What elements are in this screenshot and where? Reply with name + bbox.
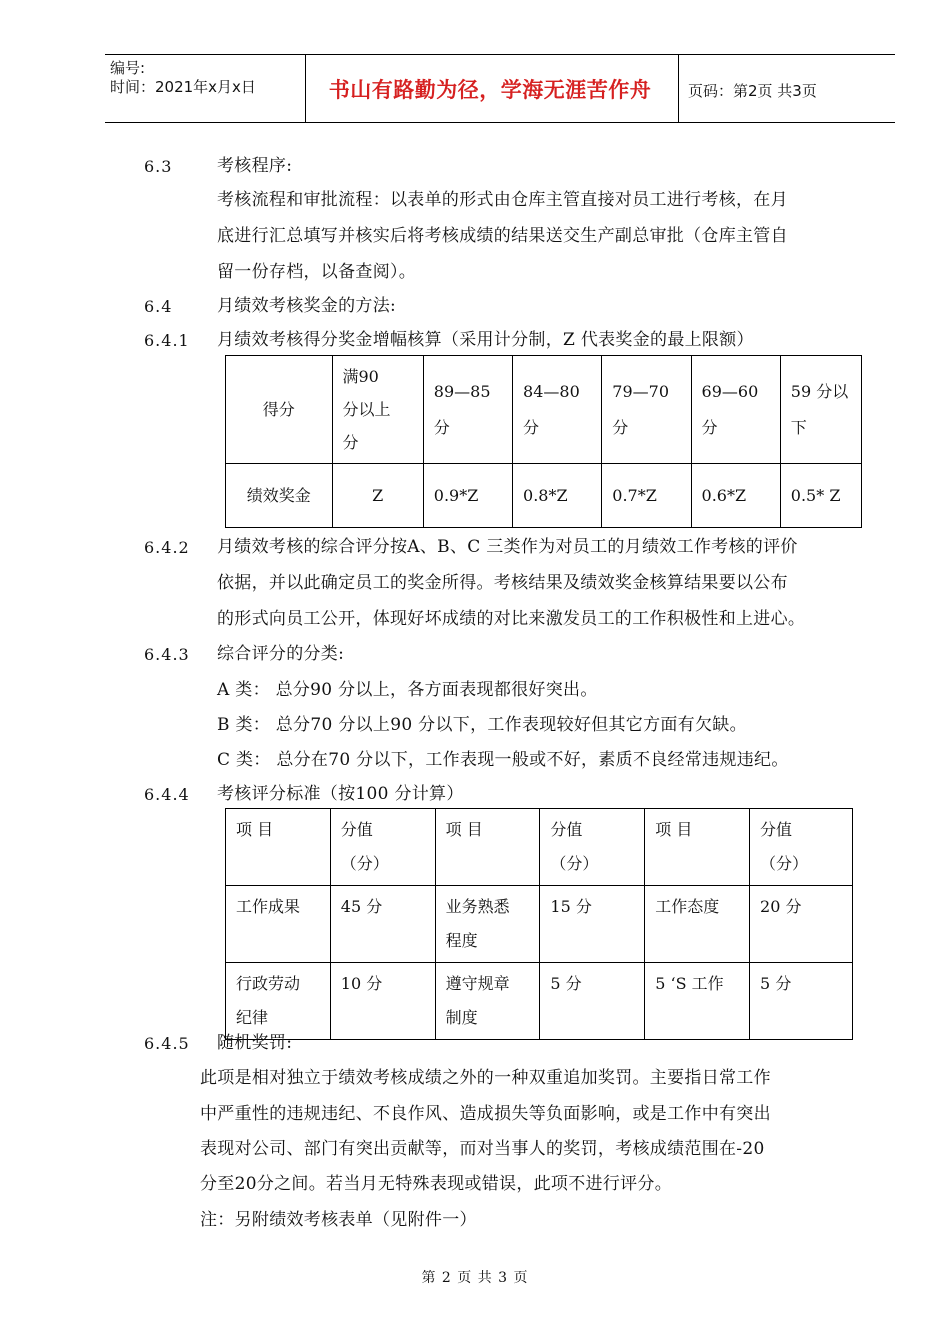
note-line: 注：另附绩效考核表单（见附件一） bbox=[200, 1210, 477, 1230]
section-number: 6.4.4 bbox=[144, 785, 190, 804]
paragraph-line: 底进行汇总填写并核实后将考核成绩的结果送交生产副总审批（仓库主管自 bbox=[217, 226, 788, 246]
paragraph-line: 分至20分之间。若当月无特殊表现或错误，此项不进行评分。 bbox=[200, 1174, 673, 1194]
table-row bbox=[226, 809, 853, 886]
paragraph-line: 中严重性的违规违纪、不良作风、造成损失等负面影响，或是工作中有突出 bbox=[200, 1104, 771, 1124]
category-a: A 类： 总分90 分以上，各方面表现都很好突出。 bbox=[217, 680, 598, 700]
paragraph-line: 月绩效考核的综合评分按A、B、C 三类作为对员工的月绩效工作考核的评价 bbox=[217, 537, 798, 557]
section-title: 考核评分标准（按100 分计算） bbox=[217, 784, 464, 804]
category-b: B 类： 总分70 分以上90 分以下，工作表现较好但其它方面有欠缺。 bbox=[217, 715, 747, 735]
section-number: 6.4.2 bbox=[144, 538, 190, 557]
table-cell: 15 分 bbox=[540, 886, 645, 963]
table-cell: 绩效奖金 bbox=[226, 464, 333, 528]
header-motto: 书山有路勤为径，学海无涯苦作舟 bbox=[328, 78, 652, 102]
table-cell: 遵守规章 制度 bbox=[435, 963, 540, 1040]
paragraph-line: 此项是相对独立于绩效考核成绩之外的一种双重追加奖罚。主要指日常工作 bbox=[200, 1068, 771, 1088]
table-cell: 89—85 分 bbox=[423, 356, 512, 464]
doc-number-label: 编号: bbox=[110, 59, 146, 77]
table-cell: 5 ‘S 工作 bbox=[645, 963, 750, 1040]
header-bottom-rule bbox=[105, 122, 895, 123]
section-title: 综合评分的分类: bbox=[217, 644, 345, 664]
table-cell: 工作成果 bbox=[226, 886, 331, 963]
paragraph-line: 的形式向员工公开，体现好坏成绩的对比来激发员工的工作积极性和上进心。 bbox=[217, 609, 806, 629]
table-cell: 行政劳动 纪律 bbox=[226, 963, 331, 1040]
section-title: 月绩效考核得分奖金增幅核算（采用计分制，Z 代表奖金的最上限额） bbox=[217, 330, 754, 350]
table-cell: 45 分 bbox=[330, 886, 435, 963]
table-row bbox=[226, 886, 853, 963]
table-cell: 工作态度 bbox=[645, 886, 750, 963]
score-table bbox=[225, 808, 853, 1040]
paragraph-line: 考核流程和审批流程：以表单的形式由仓库主管直接对员工进行考核，在月 bbox=[217, 190, 788, 210]
table-cell: 分值 （分） bbox=[330, 809, 435, 886]
table-cell: 69—60 分 bbox=[691, 356, 780, 464]
table-cell: 分值 （分） bbox=[750, 809, 853, 886]
section-title: 随机奖罚: bbox=[217, 1033, 293, 1053]
table-cell: 79—70 分 bbox=[602, 356, 691, 464]
section-number: 6.3 bbox=[144, 157, 173, 176]
section-title: 考核程序: bbox=[217, 156, 293, 176]
section-number: 6.4.3 bbox=[144, 645, 190, 664]
table-cell: 5 分 bbox=[540, 963, 645, 1040]
paragraph-line: 表现对公司、部门有突出贡献等，而对当事人的奖罚，考核成绩范围在-20 bbox=[200, 1139, 765, 1159]
table-cell: 得分 bbox=[226, 356, 333, 464]
table-cell: 分值 （分） bbox=[540, 809, 645, 886]
page-number-label: 页码：第2页 共3页 bbox=[688, 82, 817, 100]
table-cell: 项 目 bbox=[435, 809, 540, 886]
time-label: 时间：2021年x月x日 bbox=[110, 78, 256, 96]
table-cell: 0.8*Z bbox=[513, 464, 602, 528]
table-cell: 20 分 bbox=[750, 886, 853, 963]
table-cell: Z bbox=[332, 464, 423, 528]
table-cell: 0.9*Z bbox=[423, 464, 512, 528]
page-footer: 第 2 页 共 3 页 bbox=[421, 1270, 529, 1286]
bonus-table bbox=[225, 355, 862, 528]
table-cell: 5 分 bbox=[750, 963, 853, 1040]
table-row bbox=[226, 464, 862, 528]
section-number: 6.4 bbox=[144, 297, 173, 316]
table-cell: 项 目 bbox=[645, 809, 750, 886]
section-number: 6.4.1 bbox=[144, 331, 190, 350]
table-cell: 0.6*Z bbox=[691, 464, 780, 528]
table-cell: 84—80 分 bbox=[513, 356, 602, 464]
paragraph-line: 留一份存档，以备查阅）。 bbox=[217, 262, 417, 282]
table-cell: 业务熟悉 程度 bbox=[435, 886, 540, 963]
table-cell: 项 目 bbox=[226, 809, 331, 886]
table-cell: 0.5* Z bbox=[780, 464, 861, 528]
category-c: C 类： 总分在70 分以下，工作表现一般或不好，素质不良经常违规违纪。 bbox=[217, 750, 789, 770]
table-cell: 59 分以 下 bbox=[780, 356, 861, 464]
paragraph-line: 依据，并以此确定员工的奖金所得。考核结果及绩效奖金核算结果要以公布 bbox=[217, 573, 788, 593]
table-row bbox=[226, 963, 853, 1040]
table-cell: 满90 分以上 分 bbox=[332, 356, 423, 464]
table-cell: 10 分 bbox=[330, 963, 435, 1040]
header-top-rule bbox=[105, 54, 895, 55]
section-number: 6.4.5 bbox=[144, 1034, 190, 1053]
table-row bbox=[226, 356, 862, 464]
header-divider bbox=[678, 54, 679, 123]
table-cell: 0.7*Z bbox=[602, 464, 691, 528]
section-title: 月绩效考核奖金的方法: bbox=[217, 296, 397, 316]
